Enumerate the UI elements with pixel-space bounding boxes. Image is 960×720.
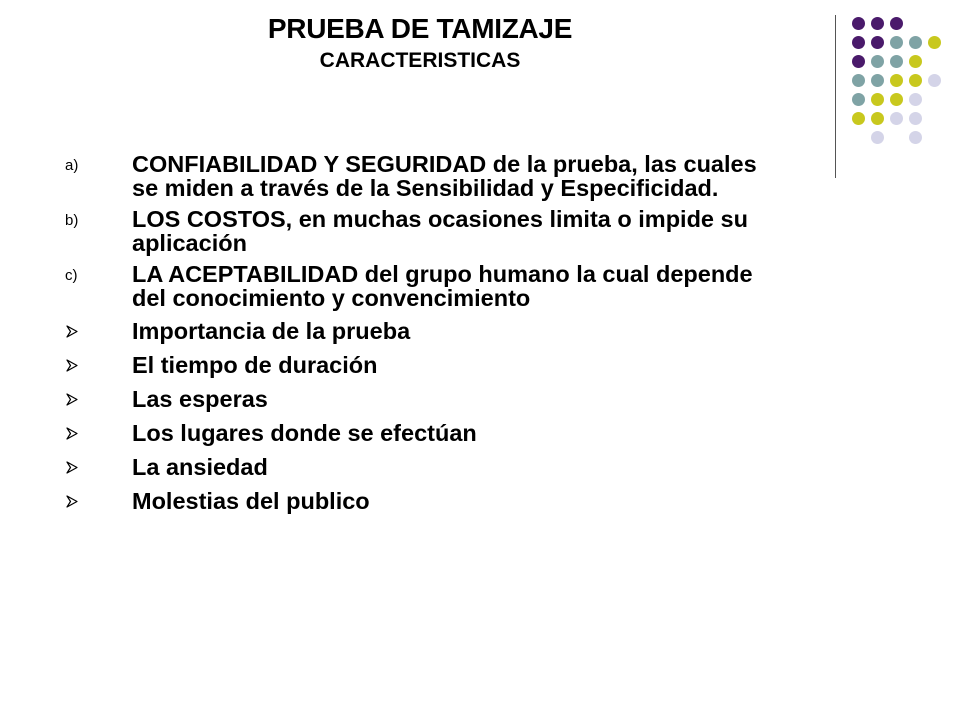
title-block: [120, 12, 720, 74]
list-marker: c): [65, 267, 78, 284]
decorative-dot: [871, 36, 884, 49]
decorative-dot: [890, 36, 903, 49]
slide-title: PRUEBA DE TAMIZAJE: [267, 13, 573, 44]
item-text: de la prueba, las cuales se miden a través de la Sensibilidad y Especificidad.: [132, 151, 757, 201]
decorative-dot: [852, 55, 865, 68]
item-text: La ansiedad: [132, 454, 268, 480]
bullet-list: [64, 152, 764, 513]
item-text: Las esperas: [132, 386, 268, 412]
decorative-dot: [909, 112, 922, 125]
decorative-dot: [852, 112, 865, 125]
decorative-dot: [909, 55, 922, 68]
item-text: , en muchas ocasiones limita o impide su aplicación: [132, 206, 748, 256]
list-item: [64, 387, 764, 411]
decorative-dot: [890, 112, 903, 125]
decorative-dot: [871, 17, 884, 30]
list-item: [64, 319, 764, 343]
decorative-dot: [852, 74, 865, 87]
item-text: Molestias del publico: [132, 488, 370, 514]
arrow-bullet-icon: [66, 359, 78, 372]
item-text: Importancia de la prueba: [132, 318, 411, 344]
decorative-dot: [909, 36, 922, 49]
decorative-dot: [871, 55, 884, 68]
decorative-dot: [871, 93, 884, 106]
item-text: El tiempo de duración: [132, 352, 378, 378]
arrow-bullet-icon: [66, 393, 78, 406]
list-item: [64, 489, 764, 513]
arrow-bullet-icon: [66, 495, 78, 508]
list-item: [64, 152, 764, 200]
list-marker: a): [65, 157, 79, 174]
decorative-dot: [890, 93, 903, 106]
decorative-dot: [909, 74, 922, 87]
list-item: [64, 262, 764, 310]
decorative-dot: [909, 131, 922, 144]
decorative-dot: [852, 17, 865, 30]
decorative-dot: [871, 74, 884, 87]
decorative-dot: [890, 55, 903, 68]
list-item: [64, 207, 764, 255]
list-item: [64, 353, 764, 377]
list-marker: b): [65, 212, 79, 229]
decorative-dot: [890, 17, 903, 30]
decorative-dot: [890, 74, 903, 87]
item-text: Los lugares donde se efectúan: [132, 420, 477, 446]
decorative-dot: [909, 93, 922, 106]
list-item: [64, 421, 764, 445]
item-text: del grupo humano la cual depende del conocimiento y convencimiento: [132, 261, 753, 311]
decorative-dot: [852, 36, 865, 49]
arrow-bullet-icon: [66, 461, 78, 474]
list-item: [64, 455, 764, 479]
item-lead-text: LOS COSTOS: [132, 206, 286, 232]
decorative-dot: [928, 74, 941, 87]
decorative-dot: [871, 131, 884, 144]
arrow-bullet-icon: [66, 427, 78, 440]
arrow-bullet-icon: [66, 325, 78, 338]
vertical-divider: [835, 15, 836, 178]
slide-subtitle: CARACTERISTICAS: [319, 49, 521, 72]
decorative-dot: [928, 36, 941, 49]
item-lead-text: CONFIABILIDAD Y SEGURIDAD: [132, 151, 487, 177]
decorative-dot: [871, 112, 884, 125]
item-lead-text: LA ACEPTABILIDAD: [132, 261, 359, 287]
decorative-dot: [852, 93, 865, 106]
